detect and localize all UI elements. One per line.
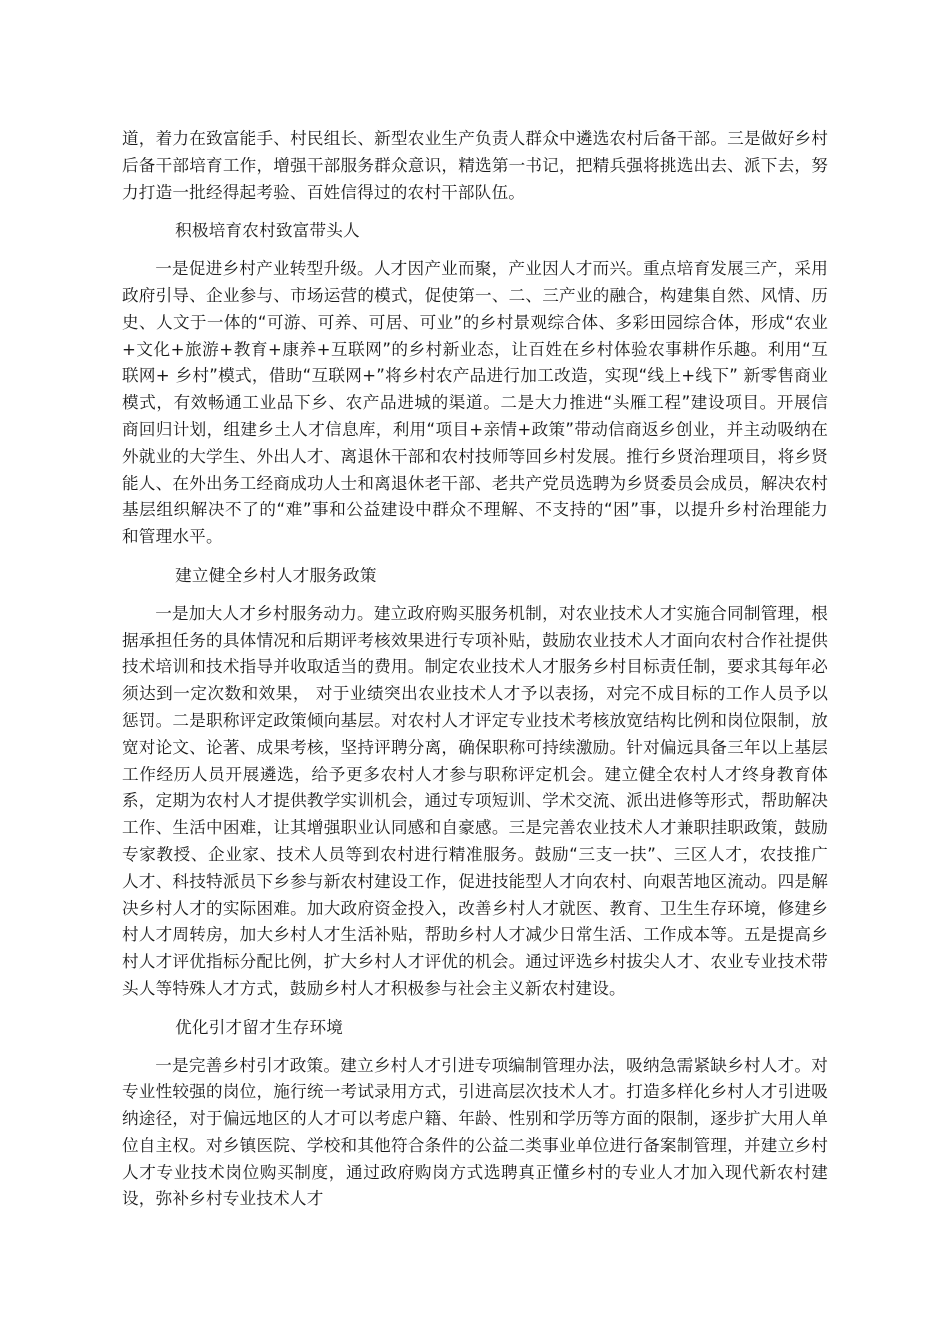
section-heading-environment: 优化引才留才生存环境 — [175, 1017, 344, 1037]
intro-paragraph: 道，着力在致富能手、村民组长、新型农业生产负责人群众中遴选农村后备干部。三是做好乡村后备干部培育工作，增强干部服务群众意识，精选第一书记，把精兵强将挑选出去、派下去，努力打造一批经得起考验、百姓信得过的农村干部队伍。 — [122, 129, 828, 202]
document-page — [122, 126, 828, 1213]
section-body-leaders: 一是促进乡村产业转型升级。人才因产业而聚，产业因人才而兴。重点培育发展三产，采用政府引导、企业参与、市场运营的模式，促使第一、二、三产业的融合，构建集自然、风情、历史、人文于一体的“可游、可养、可居、可业”的乡村景观综合体、多彩田园综合体，形成“农业+文化+旅游+教育+康养+互联网”的乡村新业态，让百姓在乡村体验农事耕作乐趣。利用“互联网+ 乡村”模式，借助“互联网+”将乡村农产品进行加工改造，实现“线上+线下” 新零售商业模式，有效畅通工业品下乡、农产品进城的渠道。二是大力推进“头雁工程”建设项目。开展信商回归计划，组建乡土人才信息库，利用“项目+亲情+政策”带动信商返乡创业，并主动吸纳在外就业的大学生、外出人才、离退休干部和农村技师等回乡村发展。推行乡贤治理项目，将乡贤能人、在外出务工经商成功人士和离退休老干部、老共产党员选聘为乡贤委员会成员，解决农村基层组织解决不了的“难”事和公益建设中群众不理解、不支持的“困”事，以提升乡村治理能力和管理水平。 — [122, 259, 828, 547]
section-body-environment: 一是完善乡村引才政策。建立乡村人才引进专项编制管理办法，吸纳急需紧缺乡村人才。对专业性较强的岗位，施行统一考试录用方式，引进高层次技术人才。打造多样化乡村人才引进吸纳途径，对于偏远地区的人才可以考虑户籍、年龄、性别和学历等方面的限制，逐步扩大用人单位自主权。对乡镇医院、学校和其他符合条件的公益二类事业单位进行备案制管理，并建立乡村人才专业技术岗位购买制度，通过政府购岗方式选聘真正懂乡村的专业人才加入现代新农村建设，弥补乡村专业技术人才 — [122, 1055, 828, 1209]
section-heading-leaders: 积极培育农村致富带头人 — [175, 221, 360, 241]
section-body-service-policy: 一是加大人才乡村服务动力。建立政府购买服务机制，对农业技术人才实施合同制管理，根据承担任务的具体情况和后期评考核效果进行专项补贴，鼓励农业技术人才面向农村合作社提供技术培训和技术指导并收取适当的费用。制定农业技术人才服务乡村目标责任制，要求其每年必须达到一定次数和效果， 对于业绩突出农业技术人才予以表扬，对完不成目标的工作人员予以惩罚。二是职称评定政策倾向基层。对农村人才评定专业技术考核放宽结构比例和岗位限制，放宽对论文、论著、成果考核，坚持评聘分离，确保职称可持续激励。针对偏远具备三年以上基层工作经历人员开展遴选，给予更多农村人才参与职称评定机会。建立健全农村人才终身教育体系，定期为农村人才提供教学实训机会，通过专项短训、学术交流、派出进修等形式，帮助解决工作、生活中困难，让其增强职业认同感和自豪感。三是完善农业技术人才兼职挂职政策，鼓励专家教授、企业家、技术人员等到农村进行精准服务。鼓励“三支一扶”、三区人才，农技推广人才、科技特派员下乡参与新农村建设工作，促进技能型人才向农村、向艰苦地区流动。四是解决乡村人才的实际困难。加大政府资金投入，改善乡村人才就医、教育、卫生生存环境，修建乡村人才周转房，加大乡村人才生活补贴，帮助乡村人才减少日常生活、工作成本等。五是提高乡村人才评优指标分配比例，扩大乡村人才评优的机会。通过评选乡村拔尖人才、农业专业技术带头人等特殊人才方式，鼓励乡村人才积极参与社会主义新农村建设。 — [122, 603, 828, 998]
section-heading-service-policy: 建立健全乡村人才服务政策 — [175, 565, 377, 585]
